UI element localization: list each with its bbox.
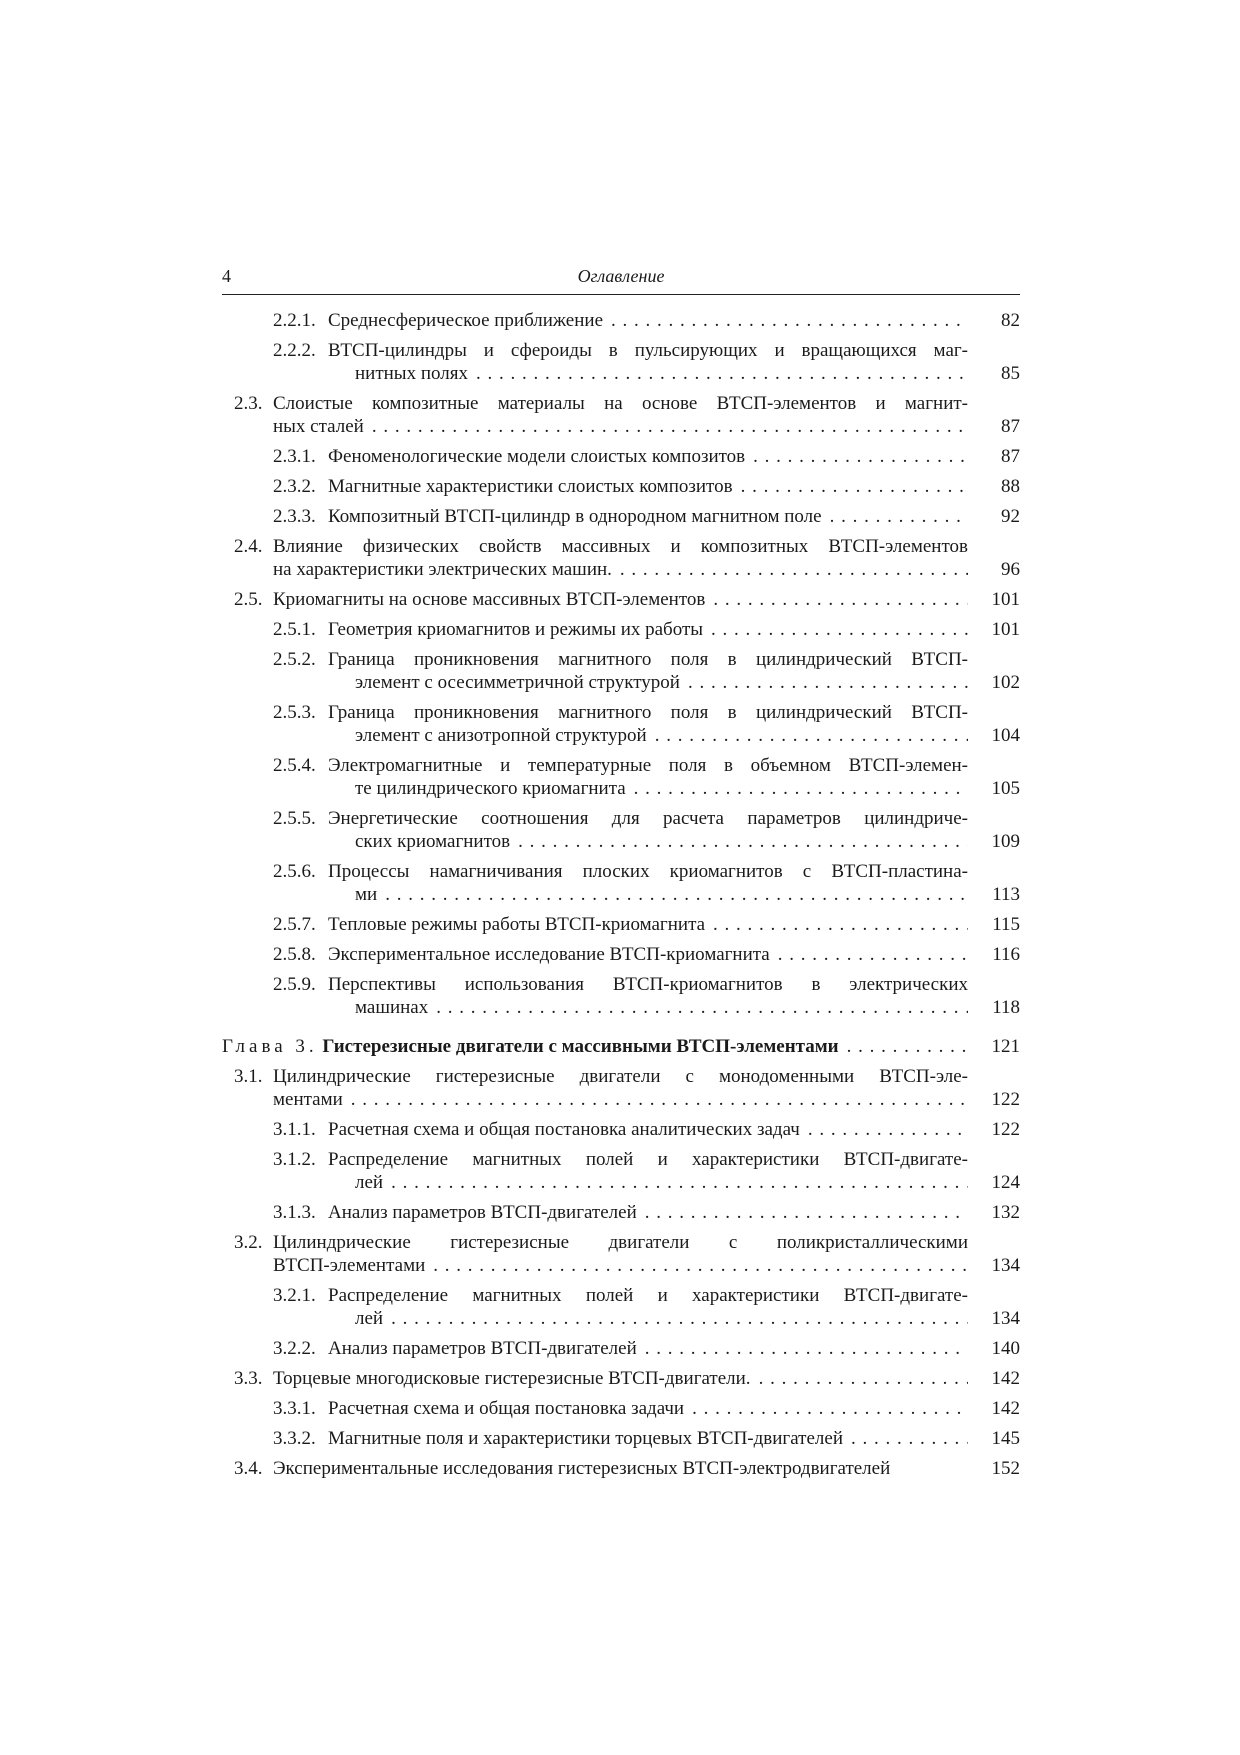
- toc-entry: [222, 1427, 1020, 1450]
- toc-page-number: 82: [1001, 310, 1020, 331]
- toc-entry: [222, 1457, 1020, 1480]
- toc-entry-line: [273, 535, 968, 558]
- toc-entry-text: те цилиндрического криомагнита: [355, 778, 626, 799]
- toc-entry-line: [328, 1427, 968, 1450]
- toc-section-number: 2.5.4.: [273, 755, 316, 776]
- toc-section-number: 3.1.1.: [273, 1119, 316, 1140]
- toc-entry-text: Тепловые режимы работы ВТСП-криомагнита: [328, 914, 706, 935]
- toc-entry-body: [328, 973, 968, 1019]
- toc-section-number: 3.2.2.: [273, 1338, 316, 1359]
- toc-entry: [222, 505, 1020, 528]
- toc-page-number: 134: [991, 1255, 1020, 1276]
- toc-entry-text: Среднесферическое приближение: [328, 310, 604, 331]
- toc-entry-line: [328, 754, 968, 777]
- toc-page-number: 105: [991, 778, 1020, 799]
- toc-page-number: 152: [991, 1458, 1020, 1479]
- toc-entry-text: Расчетная схема и общая постановка аналитических задач: [328, 1119, 800, 1140]
- toc-entry-body: [328, 860, 968, 906]
- toc-entry: [222, 754, 1020, 800]
- toc-section-number: 2.5.1.: [273, 619, 316, 640]
- toc-entry-line: [273, 1254, 968, 1277]
- toc-entry: [222, 648, 1020, 694]
- toc-entry-text: Процессы намагничивания плоских криомагнитов с ВТСП-пластина-: [328, 861, 968, 882]
- toc-entry-body: [328, 618, 968, 641]
- toc-entry-text: Магнитные поля и характеристики торцевых ВТСП-двигателей: [328, 1428, 843, 1449]
- toc-page-number: 109: [991, 831, 1020, 852]
- toc-entry: [222, 588, 1020, 611]
- toc-entry-text: Граница проникновения магнитного поля в цилиндрический ВТСП-: [328, 702, 968, 723]
- toc-entry-line: [328, 445, 968, 468]
- toc-section-number: 2.5.5.: [273, 808, 316, 829]
- toc-entry-text: Перспективы использования ВТСП-криомагнитов в электрических: [328, 974, 968, 995]
- toc-entry-body: [273, 392, 968, 438]
- toc-entry-text: Экспериментальное исследование ВТСП-криомагнита: [328, 944, 770, 965]
- toc-entry: [222, 1201, 1020, 1224]
- toc-entry-text: ментами: [273, 1089, 343, 1110]
- toc-entry-line: [273, 1457, 968, 1480]
- toc-entry-line: [273, 588, 968, 611]
- toc-entry-line: [273, 1088, 968, 1111]
- toc-entry-line: [355, 362, 968, 385]
- toc-section-number: 3.3.: [234, 1368, 263, 1389]
- toc-entry: [222, 1118, 1020, 1141]
- toc-entry-text: Анализ параметров ВТСП-двигателей: [328, 1338, 637, 1359]
- toc-entry-line: [328, 339, 968, 362]
- toc-entry-text: элемент с анизотропной структурой: [355, 725, 647, 746]
- toc-entry-body: [273, 1367, 968, 1390]
- toc-entry-body: [328, 475, 968, 498]
- toc-section-number: 3.4.: [234, 1458, 263, 1479]
- toc-entry-body: [328, 807, 968, 853]
- toc-entry-line: [355, 1307, 968, 1330]
- toc-entry-line: [355, 1171, 968, 1194]
- toc-entry-text: Влияние физических свойств массивных и композитных ВТСП-элементов: [273, 536, 968, 557]
- toc-page-number: 101: [991, 619, 1020, 640]
- toc-entry-line: [328, 618, 968, 641]
- toc-section-number: 2.5.8.: [273, 944, 316, 965]
- toc-section-number: 3.2.: [234, 1232, 263, 1253]
- toc-entry-body: [328, 445, 968, 468]
- toc-entry-body: [328, 1397, 968, 1420]
- toc-entry-line: [328, 807, 968, 830]
- toc-entry: [222, 973, 1020, 1019]
- toc-entry: [222, 339, 1020, 385]
- toc-section-number: 3.1.3.: [273, 1202, 316, 1223]
- toc-section-number: 2.5.7.: [273, 914, 316, 935]
- toc-page-number: 104: [991, 725, 1020, 746]
- toc-page-number: 115: [992, 914, 1020, 935]
- toc-entry: [222, 309, 1020, 332]
- toc-entry: [222, 860, 1020, 906]
- toc-entry-line: [328, 1148, 968, 1171]
- toc-page-number: 122: [991, 1089, 1020, 1110]
- toc-entry-text: Анализ параметров ВТСП-двигателей: [328, 1202, 637, 1223]
- toc-entry-text: лей: [355, 1308, 384, 1329]
- toc-entry-text: Расчетная схема и общая постановка задачи: [328, 1398, 685, 1419]
- toc-page-number: 96: [1001, 559, 1020, 580]
- toc-entry-line: [328, 701, 968, 724]
- toc-entry-line: [355, 883, 968, 906]
- toc-entry-text: Граница проникновения магнитного поля в цилиндрический ВТСП-: [328, 649, 968, 670]
- toc-entry-body: [328, 309, 968, 332]
- page-number: 4: [222, 266, 231, 286]
- toc-section-number: 2.4.: [234, 536, 263, 557]
- toc-entry-line: [328, 973, 968, 996]
- toc-entry-text: Экспериментальные исследования гистерезисных ВТСП-электродвигателей: [273, 1458, 891, 1479]
- toc-entry-line: [328, 475, 968, 498]
- toc-entry-text: Энергетические соотношения для расчета параметров цилиндриче-: [328, 808, 968, 829]
- toc-entry: [222, 1231, 1020, 1277]
- toc-entry: [222, 913, 1020, 936]
- toc-entry-line: [273, 415, 968, 438]
- toc-entry-line: [355, 996, 968, 1019]
- toc-entry-line: [355, 777, 968, 800]
- toc-entry-line: [273, 558, 968, 581]
- toc-entry: [222, 943, 1020, 966]
- toc-entry-line: [273, 392, 968, 415]
- toc-entry-text: Цилиндрические гистерезисные двигатели с поликристаллическими: [273, 1232, 968, 1253]
- running-header: [222, 266, 1020, 295]
- toc-entry: [222, 701, 1020, 747]
- toc-section-number: 2.5.9.: [273, 974, 316, 995]
- toc-section-number: 3.2.1.: [273, 1285, 316, 1306]
- toc-entry-line: [273, 1231, 968, 1254]
- toc-entry-body: [273, 535, 968, 581]
- toc-entry-body: [222, 1035, 968, 1058]
- toc-entry-line: [355, 671, 968, 694]
- toc-entry-body: [273, 1231, 968, 1277]
- toc-entry-body: [328, 1148, 968, 1194]
- toc-entry: [222, 807, 1020, 853]
- toc-section-number: 2.5.3.: [273, 702, 316, 723]
- toc-entry-body: [328, 1284, 968, 1330]
- toc-entry-body: [328, 1427, 968, 1450]
- toc-page-number: 145: [991, 1428, 1020, 1449]
- toc-section-number: 2.5.2.: [273, 649, 316, 670]
- toc-page-number: 134: [991, 1308, 1020, 1329]
- toc-entry: [222, 1148, 1020, 1194]
- toc-entry-body: [328, 339, 968, 385]
- toc-chapter-entry: [222, 1035, 1020, 1058]
- toc-entry-text: машинах: [355, 997, 429, 1018]
- toc-page-number: 88: [1001, 476, 1020, 497]
- toc-entry-text: ВТСП-цилиндры и сфероиды в пульсирующих и вращающихся маг-: [328, 340, 968, 361]
- toc-page-number: 87: [1001, 416, 1020, 437]
- toc-entry: [222, 445, 1020, 468]
- toc-entry-body: [273, 588, 968, 611]
- table-of-contents: [222, 309, 1020, 1487]
- toc-entry: [222, 392, 1020, 438]
- toc-entry-body: [328, 1337, 968, 1360]
- toc-entry-line: [328, 648, 968, 671]
- toc-entry-line: [328, 309, 968, 332]
- toc-page-number: 142: [991, 1368, 1020, 1389]
- toc-section-number: 3.3.2.: [273, 1428, 316, 1449]
- toc-entry-line: [328, 1201, 968, 1224]
- toc-page-number: 124: [991, 1172, 1020, 1193]
- toc-section-number: 2.3.3.: [273, 506, 316, 527]
- toc-page-number: 92: [1001, 506, 1020, 527]
- toc-section-number: 3.3.1.: [273, 1398, 316, 1419]
- toc-page-number: 116: [992, 944, 1020, 965]
- toc-entry-line: [328, 1397, 968, 1420]
- toc-entry-text: элемент с осесимметричной структурой: [355, 672, 680, 693]
- toc-section-number: 2.5.6.: [273, 861, 316, 882]
- toc-entry-line: [328, 505, 968, 528]
- toc-page-number: 132: [991, 1202, 1020, 1223]
- toc-entry-text: Феноменологические модели слоистых композитов: [328, 446, 746, 467]
- toc-section-number: 3.1.2.: [273, 1149, 316, 1170]
- toc-entry: [222, 1367, 1020, 1390]
- toc-entry-body: [328, 1201, 968, 1224]
- toc-entry: [222, 1397, 1020, 1420]
- toc-entry-body: [273, 1065, 968, 1111]
- toc-page-number: 102: [991, 672, 1020, 693]
- toc-entry-line: [328, 1337, 968, 1360]
- toc-entry-text: Торцевые многодисковые гистерезисные ВТСП-двигатели.: [273, 1368, 751, 1389]
- chapter-title: Гистерезисные двигатели с массивными ВТСП-элементами: [322, 1036, 839, 1057]
- toc-entry-body: [328, 1118, 968, 1141]
- toc-entry-text: Криомагниты на основе массивных ВТСП-элементов: [273, 589, 706, 610]
- toc-entry-body: [328, 943, 968, 966]
- toc-entry: [222, 618, 1020, 641]
- toc-entry-text: ВТСП-элементами: [273, 1255, 426, 1276]
- toc-page-number: 140: [991, 1338, 1020, 1359]
- toc-entry-body: [328, 754, 968, 800]
- toc-entry-line: [328, 1284, 968, 1307]
- toc-entry-line: [328, 1118, 968, 1141]
- toc-entry-text: Электромагнитные и температурные поля в объемном ВТСП-элемен-: [328, 755, 968, 776]
- toc-entry-text: нитных полях: [355, 363, 468, 384]
- toc-entry-text: на характеристики электрических машин.: [273, 559, 612, 580]
- toc-entry-text: Слоистые композитные материалы на основе ВТСП-элементов и магнит-: [273, 393, 968, 414]
- toc-section-number: 2.3.: [234, 393, 263, 414]
- toc-section-number: 2.3.2.: [273, 476, 316, 497]
- toc-entry-line: [222, 1035, 968, 1058]
- toc-page-number: 85: [1001, 363, 1020, 384]
- chapter-label: Глава 3.: [222, 1036, 318, 1057]
- toc-section-number: 3.1.: [234, 1066, 263, 1087]
- toc-entry-line: [355, 724, 968, 747]
- toc-entry-text: Геометрия криомагнитов и режимы их работы: [328, 619, 704, 640]
- running-title: Оглавление: [577, 266, 665, 286]
- toc-entry-line: [328, 860, 968, 883]
- toc-page-number: 118: [992, 997, 1020, 1018]
- toc-entry-body: [273, 1457, 968, 1480]
- toc-entry-text: Распределение магнитных полей и характеристики ВТСП-двигате-: [328, 1149, 968, 1170]
- toc-page-number: 142: [991, 1398, 1020, 1419]
- toc-entry-text: Цилиндрические гистерезисные двигатели с монодоменными ВТСП-эле-: [273, 1066, 968, 1087]
- toc-page-number: 122: [991, 1119, 1020, 1140]
- toc-entry-body: [328, 701, 968, 747]
- toc-entry-body: [328, 913, 968, 936]
- toc-entry: [222, 535, 1020, 581]
- toc-entry: [222, 475, 1020, 498]
- toc-entry: [222, 1284, 1020, 1330]
- toc-entry: [222, 1337, 1020, 1360]
- toc-entry-body: [328, 505, 968, 528]
- toc-page-number: 121: [991, 1036, 1020, 1057]
- toc-entry-body: [328, 648, 968, 694]
- toc-page-number: 101: [991, 589, 1020, 610]
- toc-entry-line: [273, 1065, 968, 1088]
- toc-entry-line: [273, 1367, 968, 1390]
- toc-entry-line: [328, 943, 968, 966]
- toc-entry-text: ских криомагнитов: [355, 831, 511, 852]
- toc-entry: [222, 1065, 1020, 1111]
- toc-entry-line: [355, 830, 968, 853]
- toc-entry-text: лей: [355, 1172, 384, 1193]
- toc-entry-text: Композитный ВТСП-цилиндр в однородном магнитном поле: [328, 506, 822, 527]
- toc-section-number: 2.3.1.: [273, 446, 316, 467]
- toc-page-number: 113: [992, 884, 1020, 905]
- toc-entry-line: [328, 913, 968, 936]
- toc-entry-text: Распределение магнитных полей и характеристики ВТСП-двигате-: [328, 1285, 968, 1306]
- toc-section-number: 2.2.2.: [273, 340, 316, 361]
- toc-entry-text: ных сталей: [273, 416, 364, 437]
- toc-entry-text: ми: [355, 884, 378, 905]
- toc-section-number: 2.2.1.: [273, 310, 316, 331]
- toc-entry-text: Магнитные характеристики слоистых композитов: [328, 476, 733, 497]
- toc-page-number: 87: [1001, 446, 1020, 467]
- toc-section-number: 2.5.: [234, 589, 263, 610]
